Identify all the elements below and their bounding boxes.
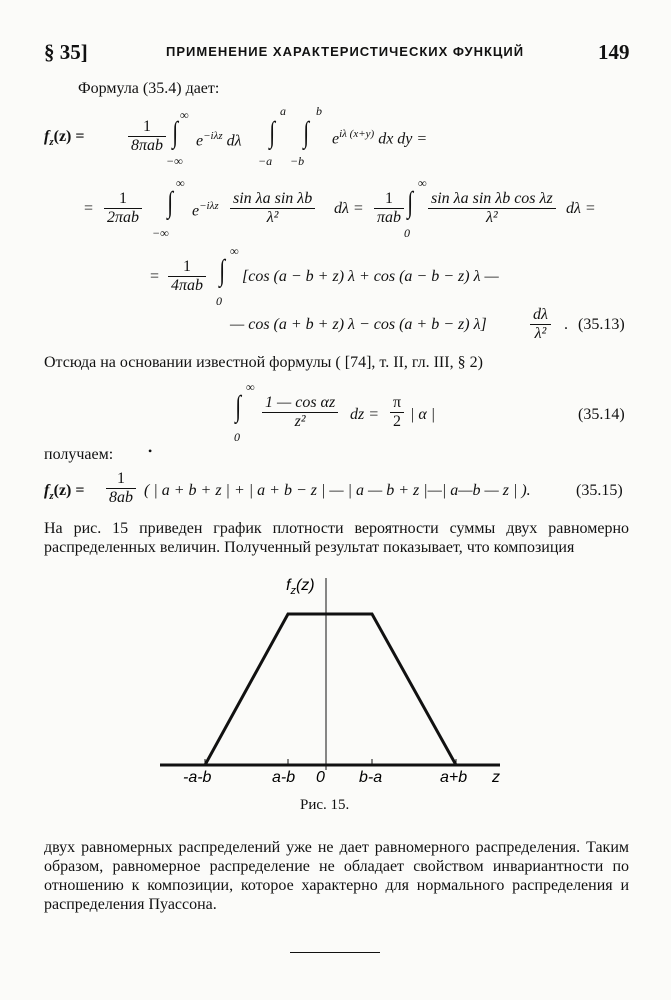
running-title: ПРИМЕНЕНИЕ ХАРАКТЕРИСТИЧЕСКИХ ФУНКЦИЙ	[166, 44, 525, 59]
tick-label-a-plus-b: a+b	[440, 769, 468, 786]
tick-label-a-b: a-b	[272, 769, 296, 786]
eq-label-35-13: (35.13)	[578, 316, 625, 333]
integral-sign: ∫	[167, 186, 173, 219]
result-text: получаем:	[44, 446, 114, 463]
eq-label-35-15: (35.15)	[576, 482, 623, 499]
density-trapezoid-line	[205, 614, 456, 765]
section-marker: § 35]	[44, 40, 88, 64]
y-axis-label: $f_z(z)$	[286, 577, 315, 597]
eq1-int2-lower: −a	[258, 154, 273, 168]
tick-label-zero: 0	[316, 769, 325, 786]
page-number: 149	[598, 40, 630, 64]
figure-caption: Рис. 15.	[300, 797, 350, 813]
eq1-int3-lower: −b	[290, 154, 305, 168]
paragraph-2: двух равномерных распределений уже не дает равномерного распределения. Таким образом, равномерное распределение не обладает свойством инвариантности по отношению к композиции, которое характерно для нормального распределения и распределения Пуассона.	[44, 839, 629, 913]
eq-label-35-14: (35.14)	[578, 406, 625, 423]
tick-label-neg-a-b: -a-b	[183, 769, 212, 786]
integral-sign: ∫	[219, 254, 225, 287]
density-figure	[0, 560, 671, 820]
x-axis-label: z	[492, 769, 500, 786]
reference-text: Отсюда на основании известной формулы ( [74], т. II, гл. III, § 2)	[44, 354, 483, 371]
paragraph-1: На рис. 15 приведен график плотности вероятности суммы двух равномерно распределенных величин. Полученный результат показывает, что композиция	[44, 520, 629, 556]
eq1-coef: 1 8πab	[128, 118, 166, 155]
eq1-int3-upper: b	[316, 104, 322, 118]
eq1-int2-upper: a	[280, 104, 286, 118]
intro-text: Формула (35.4) дает:	[78, 80, 220, 97]
footer-rule	[290, 952, 380, 953]
integral-sign: ∫	[303, 116, 309, 149]
eq1-int1-lower: −∞	[166, 154, 183, 168]
integral-sign: ∫	[172, 116, 178, 149]
eq1-lhs: $f_z(z)$ =	[44, 128, 85, 149]
integral-sign: ∫	[407, 186, 413, 219]
tick-label-b-a: b-a	[359, 769, 383, 786]
integral-sign: ∫	[235, 390, 241, 423]
stray-mark: •	[148, 444, 153, 458]
eq1-int1-upper: ∞	[180, 108, 189, 122]
integral-sign: ∫	[269, 116, 275, 149]
